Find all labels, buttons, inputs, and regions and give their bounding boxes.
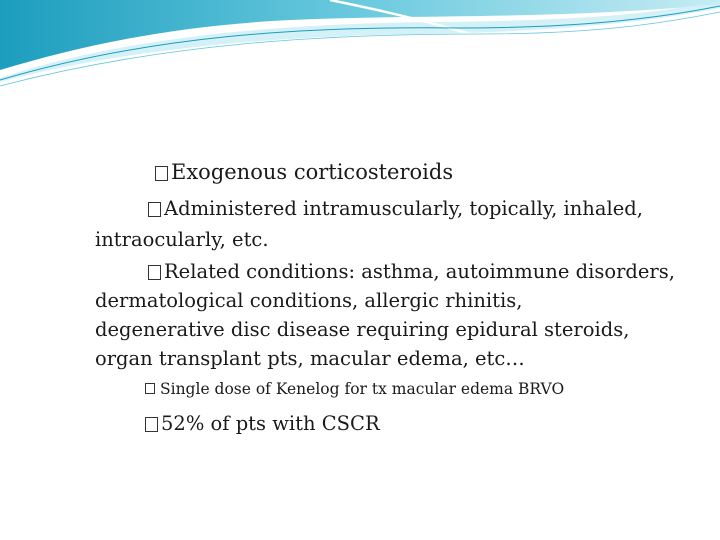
bullet-2-line-4: organ transplant pts, macular edema, etc… (95, 347, 525, 370)
stat-text: 52% of pts with CSCR (161, 412, 380, 435)
sub-bullet-line (145, 380, 564, 398)
bullet-1-line-2: intraocularly, etc. (95, 228, 269, 251)
bullet-1-line-1 (148, 197, 643, 220)
bullet-1-text: Administered intramuscularly, topically, inhaled, (164, 197, 643, 220)
hollow-square-icon (155, 166, 168, 181)
hollow-square-icon (145, 417, 158, 432)
heading-line (155, 160, 453, 184)
sub-bullet-text: Single dose of Kenelog for tx macular edema BRVO (160, 380, 565, 398)
bullet-2-text: Related conditions: asthma, autoimmune disorders, (164, 260, 675, 283)
hollow-square-icon (145, 383, 155, 394)
heading-text: Exogenous corticosteroids (171, 160, 454, 184)
bullet-2-line-2: dermatological conditions, allergic rhinitis, (95, 289, 523, 312)
bullet-2-line-1 (148, 260, 675, 283)
hollow-square-icon (148, 265, 161, 280)
bullet-2-line-3: degenerative disc disease requiring epidural steroids, (95, 318, 630, 341)
stat-line (145, 412, 380, 435)
hollow-square-icon (148, 202, 161, 217)
